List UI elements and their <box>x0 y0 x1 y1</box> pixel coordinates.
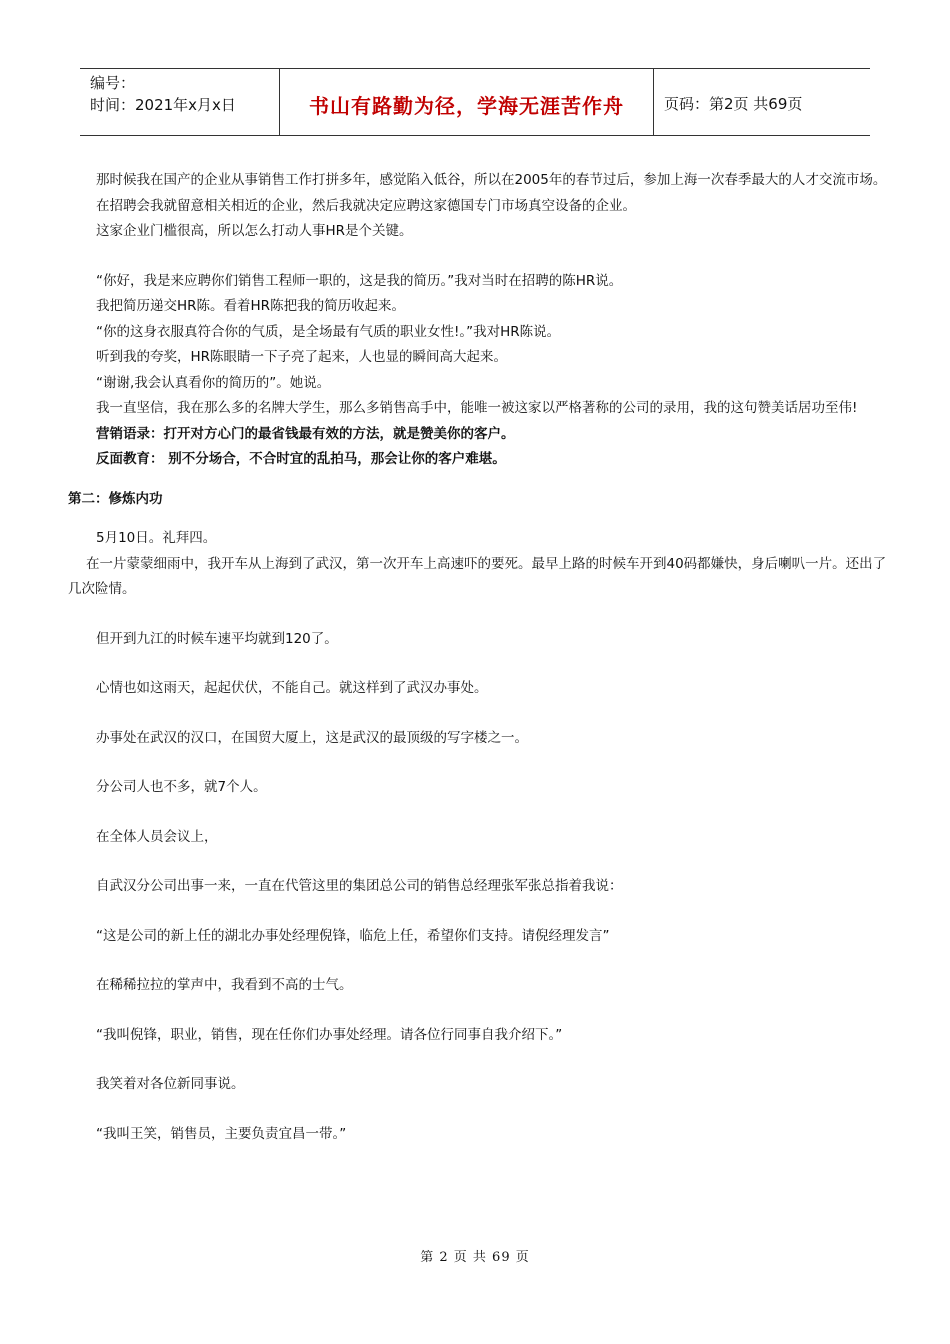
paragraph: 心情也如这雨天，起起伏伏，不能自己。就这样到了武汉办事处。 <box>96 680 488 696</box>
paragraph: “你好，我是来应聘你们销售工程师一职的，这是我的简历。”我对当时在招聘的陈HR说。 <box>96 272 623 289</box>
paragraph: 办事处在武汉的汉口，在国贸大厦上，这是武汉的最顶级的写字楼之一。 <box>96 729 528 746</box>
page-footer: 第 2 页 共 69 页 <box>420 1250 530 1265</box>
document-body <box>68 168 888 1147</box>
paragraph: 我一直坚信，我在那么多的名牌大学生，那么多销售高手中，能唯一被这家以严格著称的公司的录用，我的这句赞美话居功至伟! <box>96 400 858 416</box>
paragraph: 我笑着对各位新同事说。 <box>96 1076 245 1092</box>
paragraph: 但开到九江的时候车速平均就到120了。 <box>96 630 338 647</box>
marketing-quote: 营销语录：打开对方心门的最省钱最有效的方法，就是赞美你的客户。 <box>96 425 515 442</box>
header-meta <box>80 69 280 135</box>
paragraph: 在招聘会我就留意相关相近的企业，然后我就决定应聘这家德国专门市场真空设备的企业。 <box>96 197 636 214</box>
header-motto: 书山有路勤为径，学海无涯苦作舟 <box>280 69 654 135</box>
paragraph: “这是公司的新上任的湖北办事处经理倪锋，临危上任，希望你们支持。请倪经理发言” <box>96 927 610 944</box>
paragraph: 这家企业门槛很高，所以怎么打动人事HR是个关键。 <box>96 223 413 239</box>
paragraph: “我叫倪锋，职业，销售，现在任你们办事处经理。请各位行同事自我介绍下。” <box>96 1026 563 1043</box>
paragraph: “谢谢,我会认真看你的简历的”。她说。 <box>96 374 331 391</box>
paragraph: 在一片蒙蒙细雨中，我开车从上海到了武汉，第一次开车上高速吓的要死。最早上路的时候车开到40码都嫌快，身后喇叭一片。还出了几次险情。 <box>68 555 887 597</box>
paragraph: “我叫王笑，销售员，主要负责宜昌一带。” <box>96 1125 347 1142</box>
document-date: 时间：2021年x月x日 <box>90 96 236 114</box>
paragraph: 自武汉分公司出事一来，一直在代管这里的集团总公司的销售总经理张军张总指着我说： <box>96 878 623 894</box>
paragraph: 听到我的夸奖，HR陈眼睛一下子亮了起来，人也显的瞬间高大起来。 <box>96 349 508 365</box>
section-heading: 第二：修炼内功 <box>68 490 163 507</box>
paragraph: 分公司人也不多，就7个人。 <box>96 779 267 795</box>
header-page-code: 页码：第2页 共69页 <box>664 94 803 113</box>
paragraph: 5月10日。礼拜四。 <box>96 530 217 546</box>
paragraph: 在稀稀拉拉的掌声中，我看到不高的士气。 <box>96 977 353 993</box>
paragraph: 那时候我在国产的企业从事销售工作打拼多年，感觉陷入低谷，所以在2005年的春节过后，参加上海一次春季最大的人才交流市场。 <box>96 172 887 188</box>
paragraph: 在全体人员会议上， <box>96 828 218 845</box>
counter-lesson: 反面教育： 别不分场合，不合时宜的乱拍马，那会让你的客户难堪。 <box>96 451 506 467</box>
paragraph: “你的这身衣服真符合你的气质，是全场最有气质的职业女性!。”我对HR陈说。 <box>96 323 561 340</box>
page-header <box>80 68 870 136</box>
document-number-label: 编号： <box>90 74 136 92</box>
paragraph: 我把简历递交HR陈。看着HR陈把我的简历收起来。 <box>96 298 406 314</box>
